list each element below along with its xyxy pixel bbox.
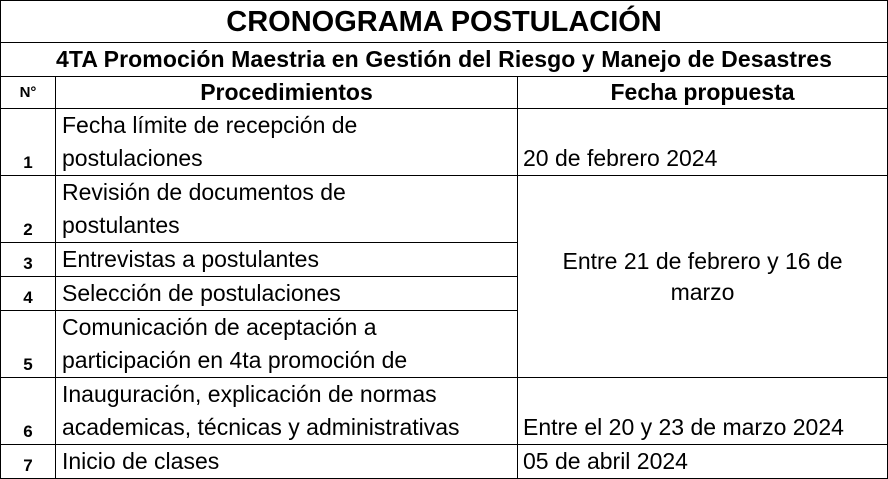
procedure-line: academicas, técnicas y administrativas — [62, 414, 460, 440]
procedure-line: Fecha límite de recepción de — [62, 112, 358, 138]
row-procedure — [56, 378, 518, 445]
row-number: 7 — [1, 445, 56, 479]
header-date: Fecha propuesta — [518, 77, 888, 109]
merged-date-cell: Entre 21 de febrero y 16 de marzo — [518, 176, 888, 378]
page-title: CRONOGRAMA POSTULACIÓN — [1, 1, 888, 43]
row-procedure: Entrevistas a postulantes — [56, 243, 518, 277]
procedure-line: Comunicación de aceptación a — [62, 314, 377, 340]
header-procedures: Procedimientos — [56, 77, 518, 109]
page-subtitle: 4TA Promoción Maestria en Gestión del Riesgo y Manejo de Desastres — [1, 43, 888, 77]
row-number: 2 — [1, 176, 56, 243]
row-procedure — [56, 311, 518, 378]
row-number: 5 — [1, 311, 56, 378]
row-procedure — [56, 176, 518, 243]
table-row — [1, 176, 888, 243]
row-procedure: Selección de postulaciones — [56, 277, 518, 311]
row-number: 6 — [1, 378, 56, 445]
row-date: Entre el 20 y 23 de marzo 2024 — [518, 378, 888, 445]
table-row — [1, 445, 888, 479]
procedure-line: participación en 4ta promoción de — [62, 347, 408, 373]
row-procedure: Inicio de clases — [56, 445, 518, 479]
row-date: 20 de febrero 2024 — [518, 109, 888, 176]
row-date: 05 de abril 2024 — [518, 445, 888, 479]
row-procedure — [56, 109, 518, 176]
procedure-line: postulaciones — [62, 145, 203, 171]
procedure-line: postulantes — [62, 212, 180, 238]
row-number: 3 — [1, 243, 56, 277]
procedure-line: Revisión de documentos de — [62, 179, 346, 205]
table-row — [1, 378, 888, 445]
table-row — [1, 109, 888, 176]
row-number: 1 — [1, 109, 56, 176]
row-number: 4 — [1, 277, 56, 311]
header-number: N° — [1, 77, 56, 109]
procedure-line: Inauguración, explicación de normas — [62, 381, 437, 407]
